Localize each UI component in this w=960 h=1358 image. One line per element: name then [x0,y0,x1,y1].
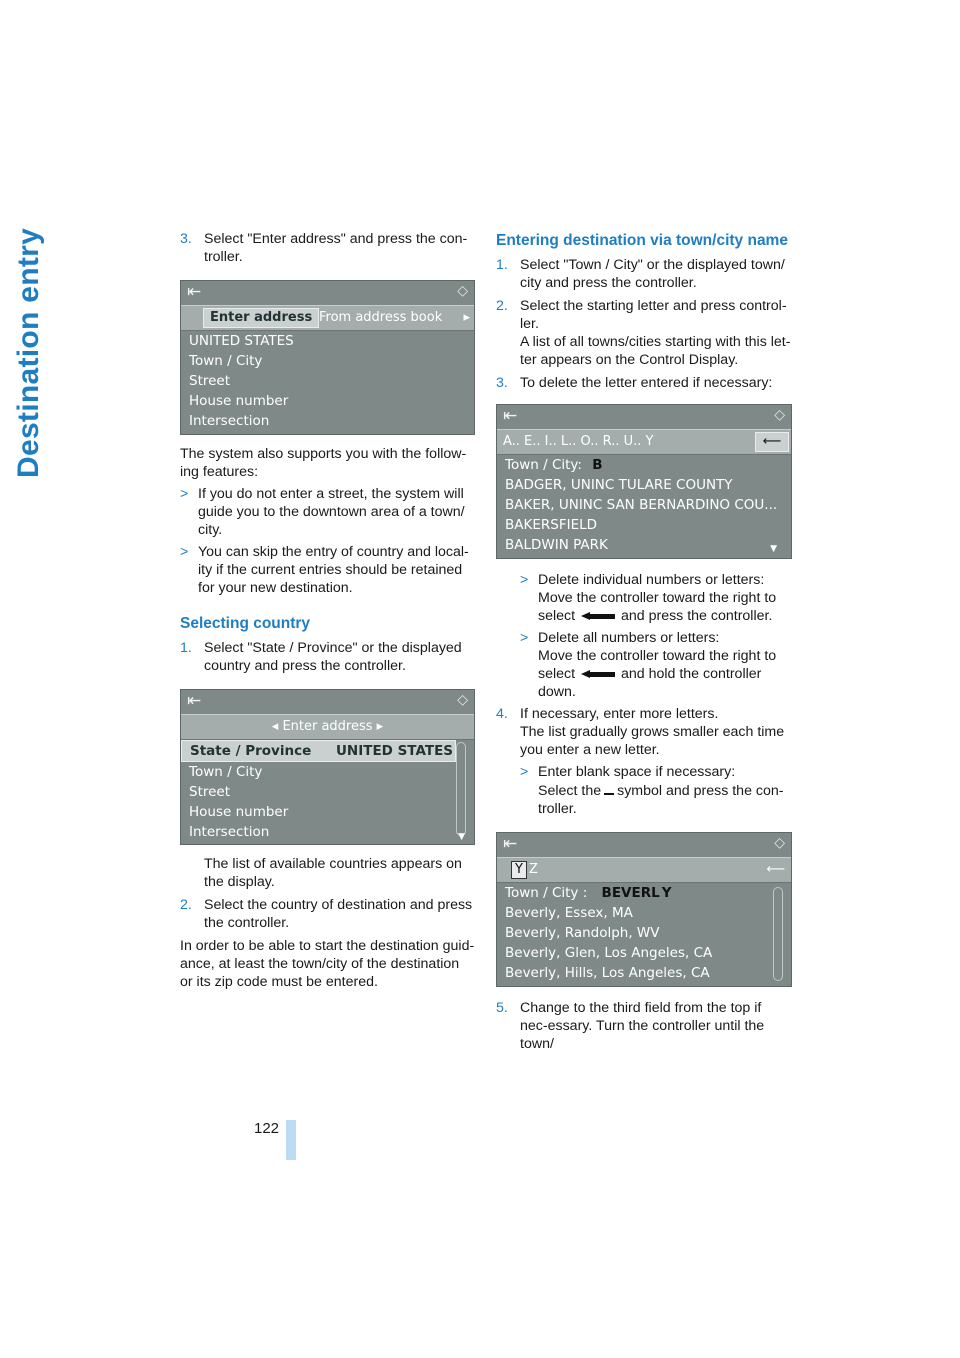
support-intro: The system also supports you with the follow-ing features: [180,446,467,480]
screen-top-bar [497,405,791,429]
bullet-line: Move the controller toward the right to [538,590,777,606]
step-text: Select the starting letter and press control-ler. [520,298,787,332]
bullet-marker: > [520,764,529,780]
town-step-2 [496,297,792,333]
section-title-vertical [4,228,56,488]
step-number: 4. [496,706,508,722]
screen-list-item[interactable]: BAKER, UNINC SAN BERNARDINO COU... [505,497,778,513]
delete-arrow-icon [581,670,615,679]
screen-list-item[interactable]: House number [189,393,289,409]
heading-town-city: Entering destination via town/city name [496,232,788,249]
right-column [496,230,792,1053]
town-label: Town / City: [505,457,582,473]
step-text: Select "Enter address" and press the con-troller. [204,231,468,265]
screen-list-item[interactable]: Beverly, Essex, MA [505,905,633,921]
back-arrow-icon: ⇤ [187,691,202,711]
screen-list-item[interactable]: Street [189,373,231,389]
tab-from-address-book[interactable]: From address book [319,310,443,325]
country-step-2 [180,896,475,932]
blank-space-bullet [520,763,792,818]
guidance-note: In order to be able to start the destination guid-ance, at least the town/city of the destination or its zip code must be entered. [180,938,475,990]
screen-enter-address [180,280,475,435]
delete-arrow-icon [581,612,615,621]
screen-top-bar [181,281,474,305]
list-note: The list of available countries appears on the display. [204,856,462,890]
letter-speller-bar [497,857,791,883]
page-marker-bar [286,1120,296,1160]
screen-list-item[interactable]: Street [189,784,231,800]
bullet-post: symbol and press the con-troller. [538,783,784,817]
step-text: Select "State / Province" or the displayed country and press the controller. [204,640,462,674]
bullet-post: and hold the controller [620,666,762,682]
screen-list-item[interactable]: BALDWIN PARK [505,537,608,553]
town-cursor: Y [661,885,672,901]
compass-icon: ◇ [774,407,785,423]
screen-tab-bar [181,305,474,331]
town-step-1 [496,256,792,292]
bullet-title: Enter blank space if necessary: [538,764,736,780]
delete-bullets [496,571,792,701]
screen-header-bar [181,714,474,740]
blank-space-icon [604,781,614,795]
tab-enter-address[interactable]: Enter address [203,308,319,328]
town-value: BEVERL [601,885,660,901]
step-text: Select "Town / City" or the displayed town/ city and press the controller. [520,257,785,291]
page-number: 122 [254,1120,280,1137]
step-number: 3. [180,231,192,247]
screen-list-item[interactable]: UNITED STATES [189,333,294,349]
heading-selecting-country: Selecting country [180,615,311,632]
screen-scrollbar[interactable] [456,742,466,836]
bullet-body [538,629,776,701]
screen-scrollbar[interactable] [773,887,783,981]
compass-icon: ◇ [774,835,785,851]
step-number: 2. [496,298,508,314]
letter-selected[interactable]: Y [511,861,527,879]
step-text: Select the country of destination and press the controller. [204,897,473,931]
country-step-1 [180,639,475,675]
bullet-line: Move the controller toward the right to [538,648,777,664]
bullet-body [538,571,776,625]
delete-button[interactable]: ⟵ [755,432,789,452]
delete-single-bullet [520,571,792,625]
bullet-marker: > [520,630,529,646]
screen-list-item[interactable]: Intersection [189,824,270,840]
bullet-tail: down. [538,684,576,700]
bullet-text: If you do not enter a street, the system will guide you to the downtown area of a town/ city. [198,486,465,538]
town-step-3 [496,374,792,392]
left-column [180,230,475,991]
bullet-body [538,763,792,818]
bullet-text: You can skip the entry of country and local-ity if the current entries should be retained for your new destination. [198,544,469,596]
delete-all-bullet [520,629,792,701]
screen-top-bar [497,833,791,857]
bullet-pre: select [538,666,576,682]
step-number: 1. [496,257,508,273]
chevron-right-icon: ▸ [372,719,384,734]
town-input-row[interactable] [497,883,791,903]
screen-selected-item[interactable] [181,740,456,762]
step-text: If necessary, enter more letters. [520,706,719,722]
town-step-5 [496,999,792,1053]
state-province-label: State / Province [190,743,312,759]
bullet-title: Delete all numbers or letters: [538,630,720,646]
screen-list-item[interactable]: Beverly, Randolph, WV [505,925,660,941]
compass-icon: ◇ [457,692,468,708]
screen-town-beverly [496,832,792,987]
back-arrow-icon: ⇤ [503,834,518,854]
step-number: 3. [496,375,508,391]
screen-list-item[interactable]: Beverly, Glen, Los Angeles, CA [505,945,713,961]
step-2-note: A list of all towns/cities starting with this let-ter appears on the Control Display. [520,334,791,368]
screen-town-letters [496,404,792,559]
letter-groups[interactable]: A.. E.. I.. L.. O.. R.. U.. Y [503,434,654,449]
section-title: Destination entry [12,227,45,478]
step-number: 1. [180,640,192,656]
tab-next-icon: ▸ [463,310,470,325]
screen-list-item[interactable]: Town / City [189,764,263,780]
bullet-marker: > [520,572,529,588]
step-3 [180,230,475,266]
screen-list-item[interactable]: House number [189,804,289,820]
letter-next[interactable]: Z [529,862,538,877]
back-arrow-icon: ⇤ [187,282,202,302]
step-number: 5. [496,1000,508,1016]
blank-bullet-wrap [496,763,792,818]
step-text: Change to the third field from the top if nec-essary. Turn the controller until the town/ [520,1000,765,1052]
step-text: To delete the letter entered if necessary: [520,375,773,391]
town-step-4 [496,705,792,723]
town-label: Town / City : [505,885,588,901]
screen-list-item[interactable]: Intersection [189,413,270,429]
bullet-post: and press the controller. [620,608,773,624]
delete-button[interactable]: ⟵ [766,862,785,877]
step-number: 2. [180,897,192,913]
letter-speller-bar [497,429,791,455]
town-input-row[interactable] [497,455,791,475]
bullet-title: Delete individual numbers or letters: [538,572,765,588]
screen-list-item[interactable]: BADGER, UNINC TULARE COUNTY [505,477,733,493]
state-province-value: UNITED STATES [335,743,454,759]
screen-state-province [180,689,475,845]
screen-list-item[interactable]: Beverly, Hills, Los Angeles, CA [505,965,710,981]
scroll-down-icon: ▼ [770,544,777,554]
town-value: B [592,457,603,473]
compass-icon: ◇ [457,283,468,299]
step-4-note: The list gradually grows smaller each time you enter a new letter. [520,724,785,758]
screen-header: Enter address [282,719,373,734]
bullet-pre: Select the [538,783,602,799]
bullet-marker: > [180,486,189,502]
screen-top-bar [181,690,474,714]
back-arrow-icon: ⇤ [503,406,518,426]
bullet-pre: select [538,608,576,624]
screen-list-item[interactable]: BAKERSFIELD [505,517,598,533]
bullet-marker: > [180,544,189,560]
feature-bullet [180,543,475,597]
scroll-down-icon: ▼ [458,832,465,842]
chevron-left-icon: ◂ [271,719,283,734]
screen-list-item[interactable]: Town / City [189,353,263,369]
feature-bullet [180,485,475,539]
